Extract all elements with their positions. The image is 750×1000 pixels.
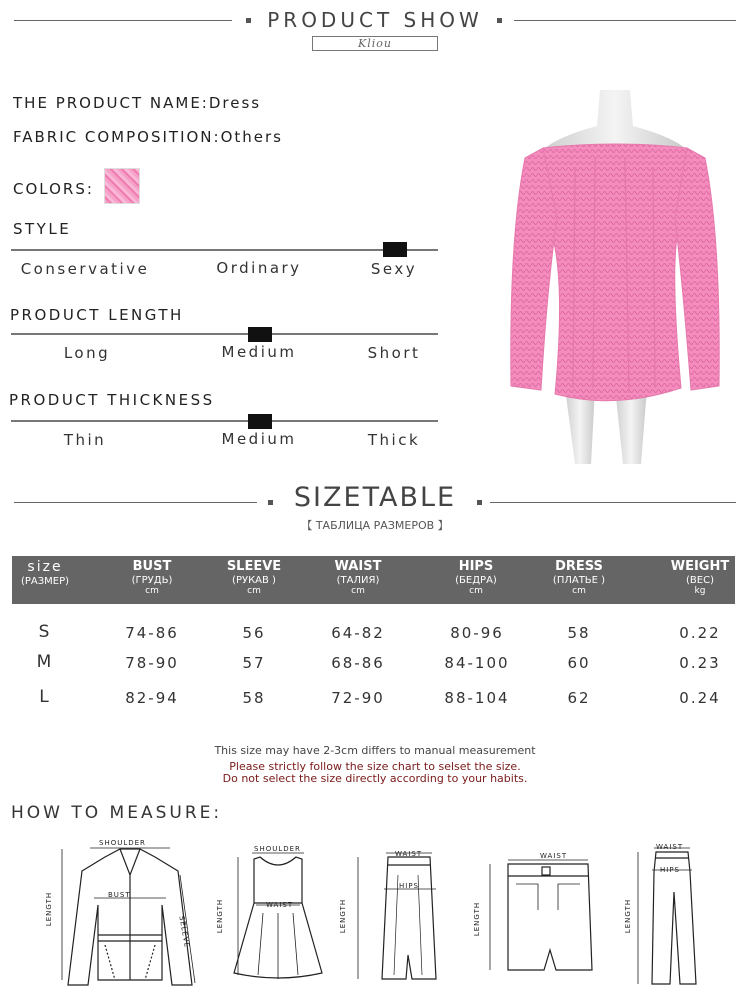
note-habits: Do not select the size directly according to your habits. — [222, 772, 528, 785]
thickness-title: PRODUCT THICKNESS — [9, 391, 215, 409]
thickness-label-thin: Thin — [63, 431, 107, 449]
jacket-diagram-icon — [50, 835, 210, 990]
skirt-diagram-icon — [348, 845, 448, 990]
shorts-waist-label: WAIST — [540, 852, 568, 860]
product-image — [495, 88, 735, 468]
colors-label: COLORS: — [13, 180, 94, 198]
length-marker — [248, 327, 272, 342]
col-hips: HIPS (БЕДРА) cm — [455, 559, 497, 596]
jacket-length-label: LENGTH — [45, 891, 54, 927]
col-waist: WAIST (ТАЛИЯ) cm — [334, 559, 382, 596]
pants-length-label: LENGTH — [624, 898, 633, 934]
color-swatch-pink — [104, 168, 140, 204]
skirt-length-label: LENGTH — [339, 898, 348, 934]
col-bust: BUST (ГРУДЬ) cm — [131, 559, 173, 596]
style-label-ordinary: Ordinary — [216, 259, 302, 277]
size-table-header — [12, 556, 735, 604]
brand-label: Kliou — [312, 36, 438, 51]
jacket-bust-label: BUST — [108, 891, 131, 899]
col-dress: DRESS (ПЛАТЬЕ ) cm — [552, 559, 606, 596]
sizetable-title: SIZETABLE — [293, 482, 457, 513]
dress-shoulder-label: SHOULDER — [254, 845, 301, 853]
page-title: PRODUCT SHOW — [267, 8, 483, 32]
note-follow-chart: Please strictly follow the size chart to selset the size. — [229, 760, 521, 773]
style-title: STYLE — [13, 220, 72, 238]
note-measurement: This size may have 2-3cm differs to manual measurement — [214, 744, 536, 757]
style-label-conservative: Conservative — [20, 260, 150, 278]
pants-waist-label: WAIST — [656, 843, 684, 851]
col-sleeve: SLEEVE (РУКАВ ) cm — [226, 559, 282, 596]
shorts-diagram-icon — [478, 850, 608, 990]
how-to-measure-title: HOW TO MEASURE: — [11, 803, 223, 823]
jacket-shoulder-label: SHOULDER — [99, 839, 146, 847]
dress-length-label: LENGTH — [216, 898, 225, 934]
product-name: THE PRODUCT NAME:Dress — [13, 94, 262, 112]
thickness-marker — [248, 414, 272, 429]
length-label-long: Long — [63, 344, 111, 362]
length-scale-line — [11, 333, 438, 335]
dress-diagram-icon — [228, 845, 328, 990]
length-title: PRODUCT LENGTH — [10, 306, 184, 324]
col-size: size (РАЗМЕР) — [20, 559, 70, 587]
thickness-label-thick: Thick — [367, 431, 421, 449]
pants-diagram-icon — [630, 842, 720, 992]
pants-hips-label: HIPS — [660, 866, 680, 874]
skirt-waist-label: WAIST — [395, 850, 423, 858]
dress-waist-label: WAIST — [266, 901, 294, 909]
style-marker — [383, 242, 407, 257]
style-scale-line — [11, 249, 438, 251]
fabric-composition: FABRIC COMPOSITION:Others — [13, 128, 283, 146]
jacket-sleeve-label: SELEVE — [177, 915, 191, 949]
style-label-sexy: Sexy — [370, 260, 418, 278]
length-label-short: Short — [367, 344, 421, 362]
shorts-length-label: LENGTH — [473, 901, 482, 937]
thickness-label-medium: Medium — [221, 430, 297, 448]
col-weight: WEIGHT (ВЕС) kg — [670, 559, 730, 596]
sizetable-subtitle: 【 ТАБЛИЦА РАЗМЕРОВ 】 — [301, 519, 449, 532]
thickness-scale-line — [11, 420, 438, 422]
skirt-hips-label: HIPS — [399, 882, 419, 890]
length-label-medium: Medium — [221, 343, 297, 361]
